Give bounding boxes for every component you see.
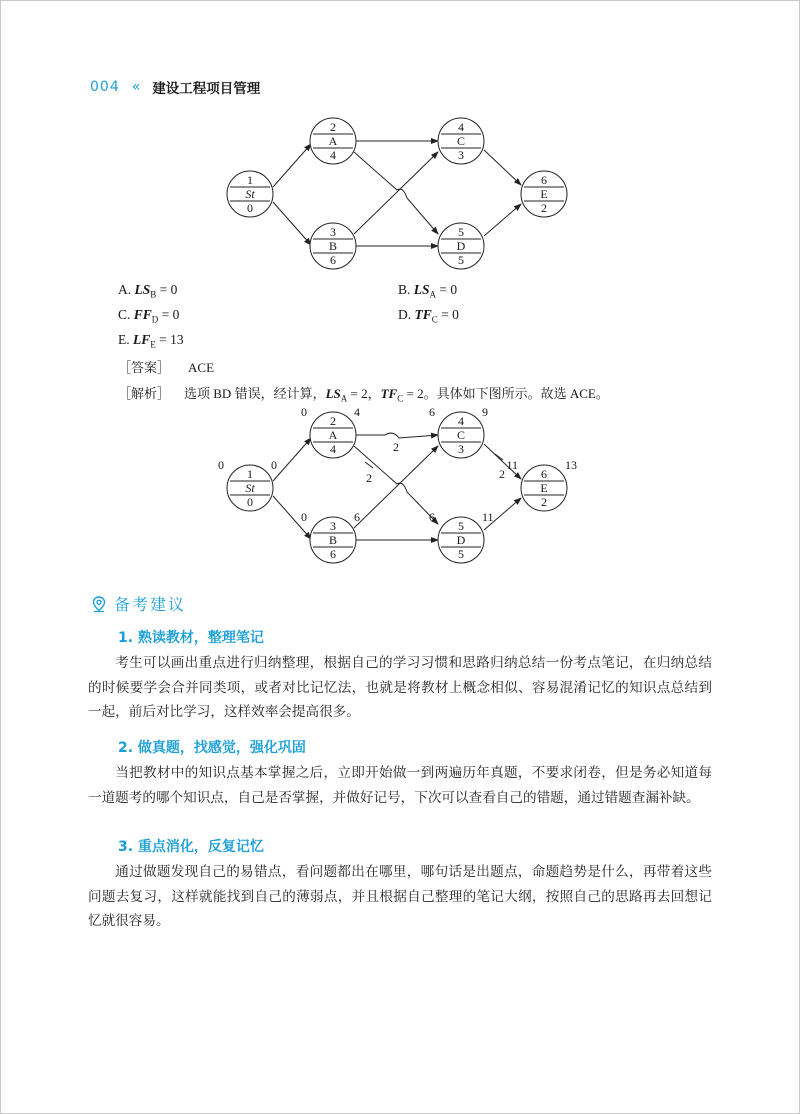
node-c-mid: C [456,428,466,442]
answer-tag: ［答案］ [118,361,171,376]
lag-tick-ce [495,454,503,460]
node-a-top: 2 [330,120,336,134]
arrow-st-a [273,438,311,481]
node-a-earliest-start: 0 [301,405,307,419]
node-c-top: 4 [458,120,464,134]
lag-label-ce: 2 [499,467,505,481]
node-e-bot: 2 [541,495,547,509]
node-c [438,118,484,164]
node-st-top: 1 [247,467,253,481]
node-st-mid: St [245,481,255,495]
node-e-mid: E [540,187,548,201]
node-b [310,223,356,269]
page-header [90,77,260,97]
node-a [301,405,360,458]
analysis-row [118,383,609,404]
node-d-earliest-start: 6 [429,510,435,524]
arrow-st-a [273,144,311,187]
node-b-top: 3 [330,519,336,533]
node-a-bot: 4 [330,442,336,456]
lag-label-bc: 2 [366,471,372,485]
node-c-earliest-start: 6 [429,405,435,419]
tip-body-1: 考生可以画出重点进行归纳整理，根据自己的学习习惯和思路归纳总结一份考点笔记，在归纳总结的时候要学会合并同类项，或者对比记忆法，也就是将教材上概念相似、容易混淆记忆的知识点总结到一起，前后对比学习，这样效率会提高很多。 [88,655,712,720]
analysis-text: 选项 BD 错误，经计算，$LS_A = 2$，$TF_C = 2$。具体如下图所示。故选 ACE。 [184,386,609,404]
node-b-top: 3 [330,225,336,239]
node-a-mid: A [328,134,338,148]
section-title: 备考建议 [114,595,187,614]
node-e [506,458,577,511]
node-st [227,171,273,217]
node-c-earliest-finish: 9 [482,405,488,419]
node-b-earliest-finish: 6 [354,510,360,524]
node-a-top: 2 [330,414,336,428]
analysis-tag: ［解析］ [118,387,171,402]
arrow-c-e [484,150,521,185]
node-st-earliest-start: 0 [218,458,224,472]
node-d [429,510,494,563]
network-diagram-solution [218,405,585,572]
location-pin-icon [90,595,108,613]
node-st-bot: 0 [247,201,253,215]
node-e-earliest-finish: 13 [565,458,577,472]
chevron-icon: « [131,79,141,95]
tip-body-2: 当把教材中的知识点基本掌握之后，立即开始做一到两遍历年真题，不要求闭卷，但是务必知道每一道题考的哪个知识点，自己是否掌握，并做好记号，下次可以查看自己的错题，通过错题查漏补缺。 [88,765,712,806]
node-e-bot: 2 [541,201,547,215]
node-c-bot: 3 [458,148,464,162]
book-title: 建设工程项目管理 [152,81,261,97]
node-st-earliest-finish: 0 [271,458,277,472]
node-d-top: 5 [458,519,464,533]
node-e-top: 6 [541,467,547,481]
lag-label-ac: 2 [393,440,399,454]
node-d-top: 5 [458,225,464,239]
option-d: D. $TF_C = 0$ [398,307,459,325]
node-a-bot: 4 [330,148,336,162]
section-heading [90,592,186,615]
node-b-bot: 6 [330,547,336,561]
node-a-mid: A [328,428,338,442]
node-d-bot: 5 [458,253,464,267]
node-c [429,405,488,458]
arrow-b-c [354,446,438,528]
tip-heading-2: 2. 做真题，找感觉，强化巩固 [118,740,306,756]
option-a: A. $LS_B = 0$ [118,282,178,300]
node-e-mid: E [540,481,548,495]
node-e-top: 6 [541,173,547,187]
node-st-bot: 0 [247,495,253,509]
node-e [521,171,567,217]
node-d-earliest-finish: 11 [482,510,494,524]
option-c: C. $FF_D = 0$ [118,307,180,325]
tip-heading-1: 1. 熟读教材，整理笔记 [118,630,264,646]
arrow-b-c [354,152,438,234]
node-c-top: 4 [458,414,464,428]
node-st-mid: St [245,187,255,201]
node-b-earliest-start: 0 [301,510,307,524]
tip-body-3: 通过做题发现自己的易错点，看问题都出在哪里，哪句话是出题点，命题趋势是什么，再带着这些问题去复习，这样就能找到自己的薄弱点，并且根据自己整理的笔记大纲，按照自己的思路再去回想记忆就很容易。 [88,864,712,929]
node-c-mid: C [456,134,466,148]
arrow-a-c [356,433,438,438]
node-b-bot: 6 [330,253,336,267]
lag-tick-bc [365,462,373,468]
node-b [301,510,360,563]
node-c-bot: 3 [458,442,464,456]
page-number: 004 [90,79,120,95]
node-d-bot: 5 [458,547,464,561]
option-e: E. $LF_E = 13$ [118,332,184,350]
answer-row [118,357,214,376]
node-b-mid: B [328,239,338,253]
arrow-st-b [273,202,311,245]
network-diagram-question [225,112,575,272]
node-a-earliest-finish: 4 [354,405,360,419]
node-e-earliest-start: 11 [506,458,518,472]
node-st-top: 1 [247,173,253,187]
node-st [218,458,277,511]
node-d-mid: D [456,239,466,253]
node-a [310,118,356,164]
node-b-mid: B [328,533,338,547]
option-b: B. $LS_A = 0$ [398,282,458,300]
node-d [438,223,484,269]
arrow-d-e [484,204,521,236]
tip-heading-3: 3. 重点消化，反复记忆 [118,839,264,855]
node-d-mid: D [456,533,466,547]
answer-value: ACE [188,360,215,375]
